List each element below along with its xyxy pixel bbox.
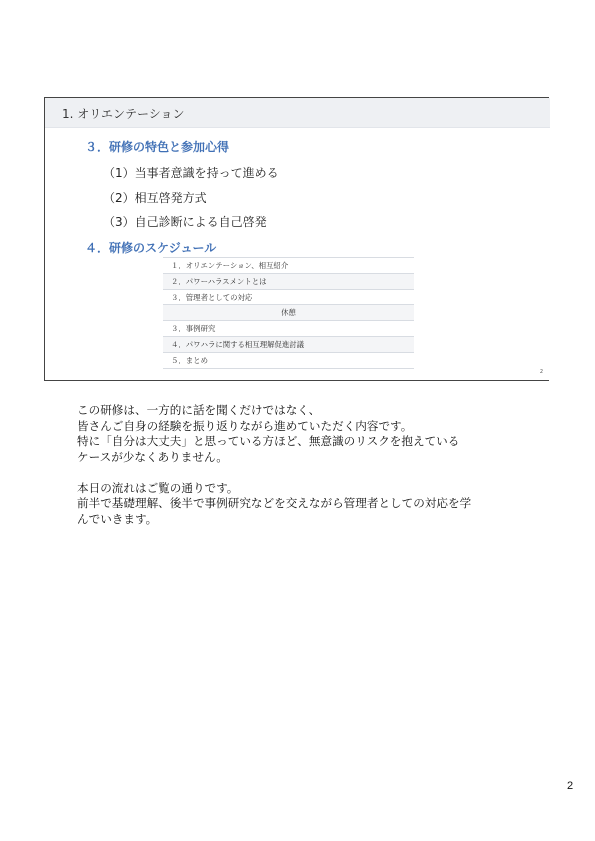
schedule-row: ４．パワハラに関する相互理解促進討議: [163, 337, 414, 353]
notes-line: この研修は、一方的に話を聞くだけではなく、: [77, 403, 321, 417]
schedule-row: ５．まとめ: [163, 353, 414, 369]
schedule-row: １．オリエンテーション、相互紹介: [163, 258, 414, 274]
slide-header: [45, 98, 550, 128]
slide-thumbnail: [44, 97, 549, 381]
notes-line: 皆さんご自身の経験を振り返りながら進めていただく内容です。: [77, 418, 413, 433]
notes-line: 前半で基礎理解、後半で事例研究などを交えながら管理者としての対応を学: [77, 496, 472, 510]
slide-title: 1. オリエンテーション: [62, 107, 185, 121]
notes-spacer: [77, 465, 517, 481]
section-3-item-3: （3）自己診断による自己啓発: [103, 215, 267, 229]
schedule-row: ３．管理者としての対応: [163, 290, 414, 306]
schedule-row: ３．事例研究: [163, 321, 414, 337]
speaker-notes: [77, 403, 517, 527]
page-number: 2: [567, 780, 574, 792]
schedule-row-break: 休憩: [163, 305, 414, 321]
schedule-row: ２．パワーハラスメントとは: [163, 274, 414, 290]
section-3-item-2: （2）相互啓発方式: [103, 191, 207, 205]
notes-line: んでいきます。: [77, 511, 158, 526]
notes-line: 特に「自分は大丈夫」と思っている方ほど、無意識のリスクを抱えている: [77, 434, 460, 448]
section-4-heading: ４．研修のスケジュール: [85, 241, 217, 255]
slide-number: 2: [539, 369, 543, 375]
section-3-heading: ３．研修の特色と参加心得: [85, 140, 230, 154]
schedule-table: [163, 257, 414, 369]
section-3-item-1: （1）当事者意識を持って進める: [103, 166, 279, 180]
notes-line: 本日の流れはご覧の通りです。: [77, 480, 239, 495]
notes-line: ケースが少なくありません。: [77, 449, 228, 464]
